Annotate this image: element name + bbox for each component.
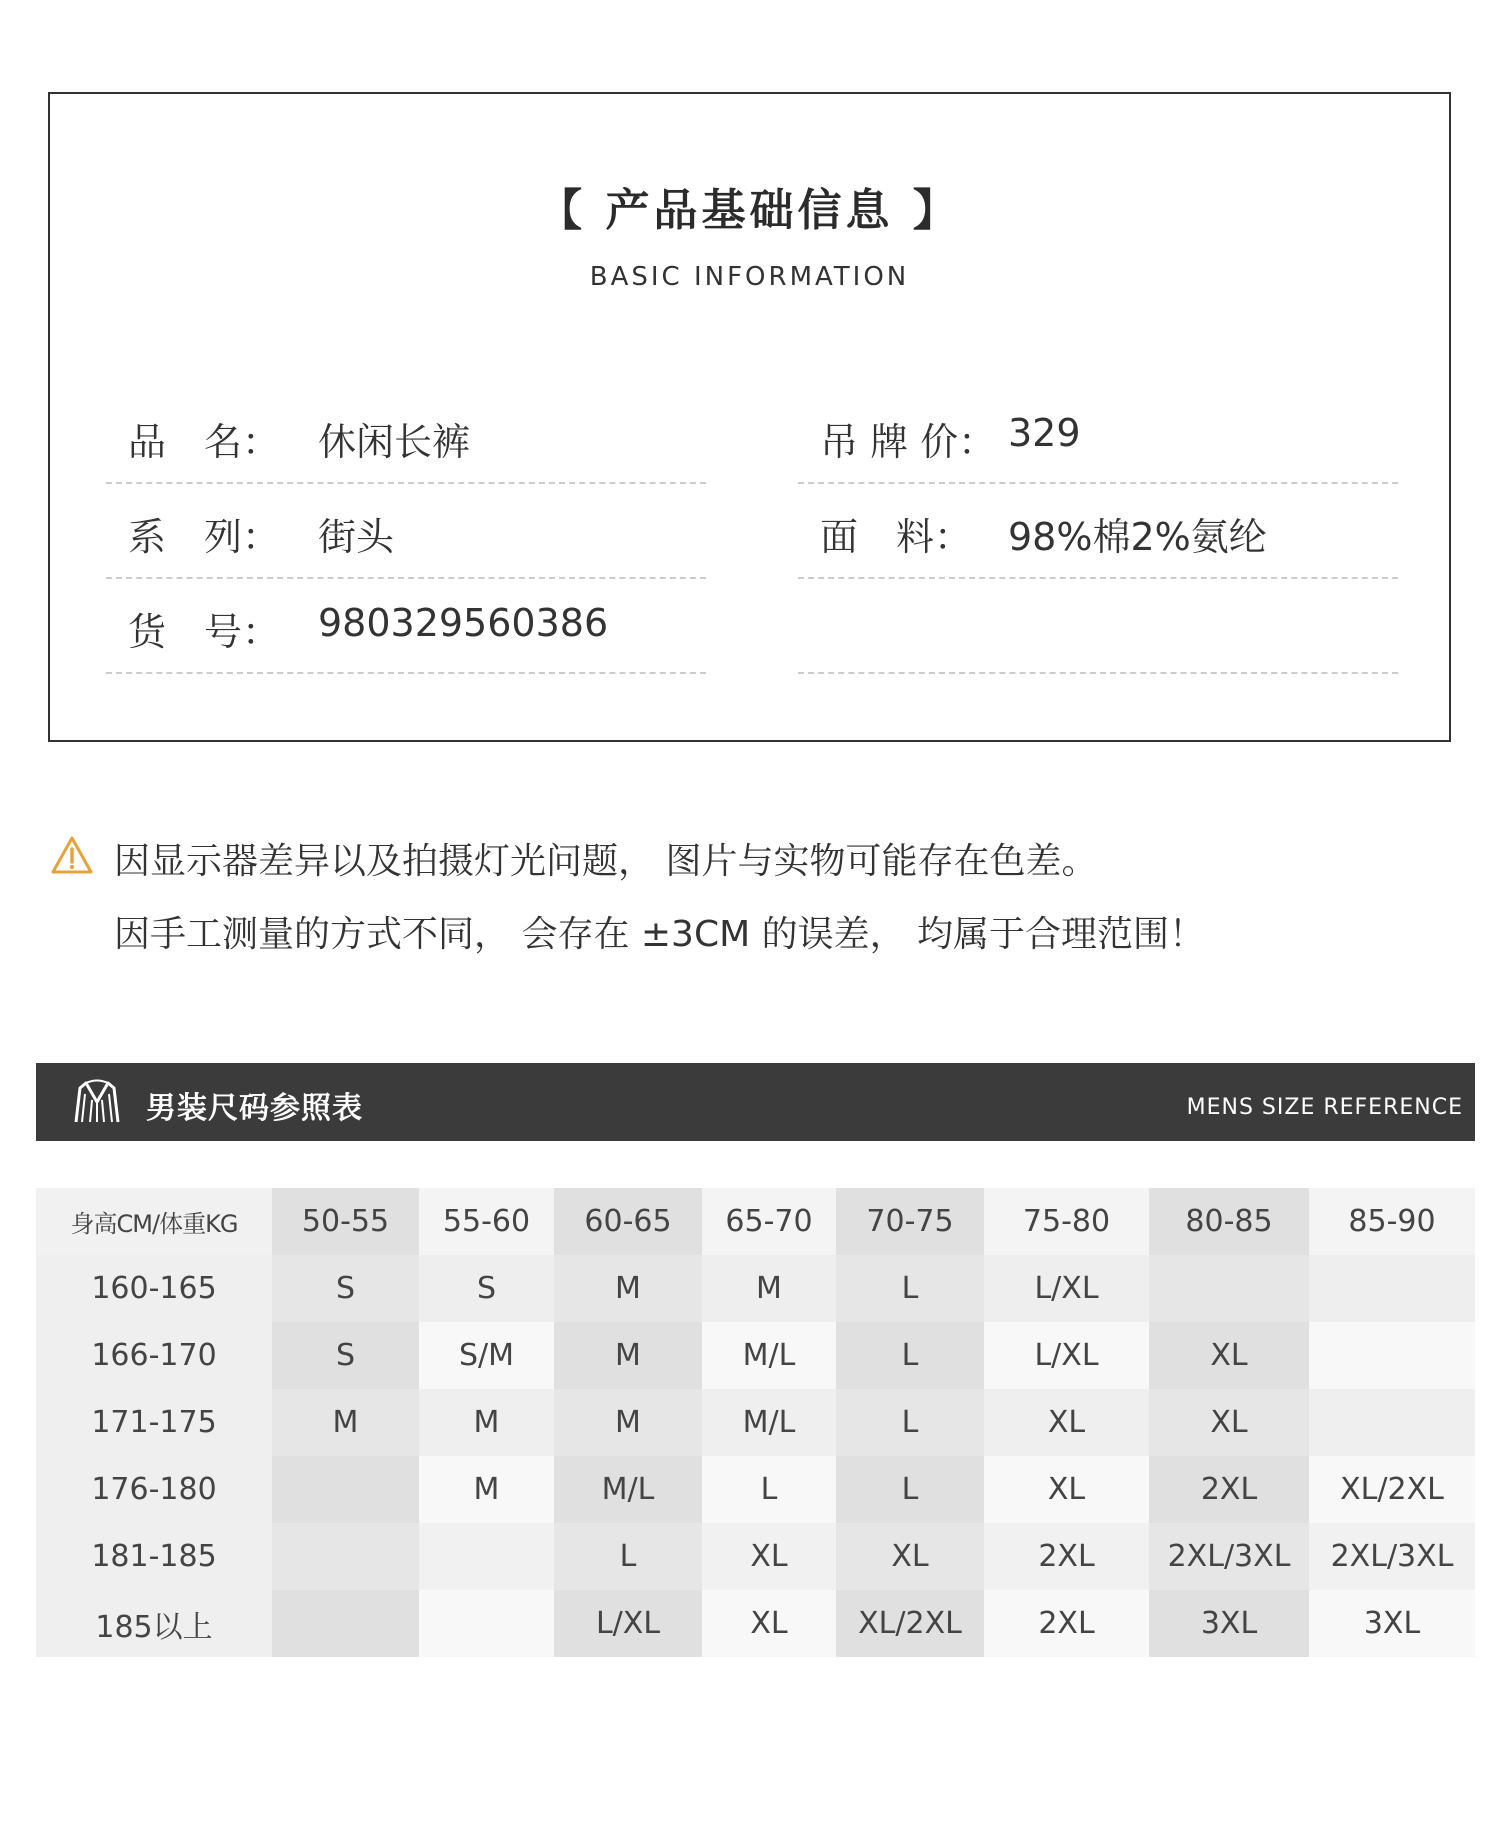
- size-cell: M: [419, 1456, 554, 1523]
- size-cell: M: [419, 1389, 554, 1456]
- size-header-row: [36, 1188, 1475, 1255]
- weight-column-header: 85-90: [1309, 1188, 1475, 1255]
- info-value-series: 街头: [318, 515, 395, 559]
- size-cell: 2XL: [984, 1523, 1149, 1590]
- size-cell: M: [702, 1255, 836, 1322]
- info-row-series: [106, 484, 706, 579]
- size-cell: XL: [984, 1456, 1149, 1523]
- size-cell: XL: [702, 1590, 836, 1657]
- size-row: [36, 1456, 1475, 1523]
- size-cell: 2XL/3XL: [1149, 1523, 1309, 1590]
- info-value-name: 休闲长裤: [318, 420, 471, 464]
- info-row-fabric: [798, 484, 1398, 579]
- size-chart-table: [36, 1188, 1475, 1657]
- size-cell: L/XL: [554, 1590, 702, 1657]
- size-cell: M/L: [702, 1322, 836, 1389]
- size-row: [36, 1322, 1475, 1389]
- weight-column-header: 50-55: [272, 1188, 419, 1255]
- info-row-item-number: [106, 579, 706, 674]
- height-row-label: 166-170: [36, 1322, 272, 1389]
- size-cell: M/L: [554, 1456, 702, 1523]
- size-cell: M/L: [702, 1389, 836, 1456]
- basic-info-box: [48, 92, 1451, 742]
- height-row-label: 160-165: [36, 1255, 272, 1322]
- size-cell: [419, 1590, 554, 1657]
- size-chart-header: [36, 1063, 1475, 1141]
- info-row-name: [106, 389, 706, 484]
- mens-logo-icon: [70, 1076, 124, 1128]
- size-cell: XL: [836, 1523, 984, 1590]
- size-cell: 2XL/3XL: [1309, 1523, 1475, 1590]
- size-chart-subtitle: MENS SIZE REFERENCE: [1186, 1095, 1463, 1120]
- size-cell: S: [272, 1255, 419, 1322]
- weight-column-header: 70-75: [836, 1188, 984, 1255]
- size-cell: 3XL: [1309, 1590, 1475, 1657]
- size-cell: S: [419, 1255, 554, 1322]
- size-row: [36, 1590, 1475, 1657]
- info-label-series: 系 列：: [128, 515, 281, 559]
- size-cell: S/M: [419, 1322, 554, 1389]
- size-cell: L: [836, 1389, 984, 1456]
- size-cell: S: [272, 1322, 419, 1389]
- info-row-empty: [798, 579, 1398, 674]
- size-chart-title: 男装尺码参照表: [146, 1091, 363, 1126]
- size-cell: 3XL: [1149, 1590, 1309, 1657]
- size-cell: L: [836, 1255, 984, 1322]
- notice-line-color: 因显示器差异以及拍摄灯光问题， 图片与实物可能存在色差。: [114, 841, 1098, 882]
- info-label-item-number: 货 号：: [128, 610, 281, 654]
- size-cell: L: [836, 1456, 984, 1523]
- size-cell: L/XL: [984, 1255, 1149, 1322]
- size-cell: 2XL: [1149, 1456, 1309, 1523]
- info-row-tag-price: [798, 389, 1398, 484]
- basic-info-title: 【 产品基础信息 】: [538, 185, 961, 236]
- size-cell: [272, 1590, 419, 1657]
- size-cell: L/XL: [984, 1322, 1149, 1389]
- size-cell: [1309, 1255, 1475, 1322]
- size-cell: XL/2XL: [1309, 1456, 1475, 1523]
- size-cell: M: [554, 1322, 702, 1389]
- size-row: [36, 1389, 1475, 1456]
- height-row-label: 176-180: [36, 1456, 272, 1523]
- weight-column-header: 75-80: [984, 1188, 1149, 1255]
- notice-line-measurement: 因手工测量的方式不同， 会存在 ±3CM 的误差， 均属于合理范围！: [114, 914, 1206, 955]
- size-cell: XL: [702, 1523, 836, 1590]
- size-row: [36, 1523, 1475, 1590]
- info-value-fabric: 98%棉2%氨纶: [1008, 515, 1267, 559]
- info-label-name: 品 名：: [128, 420, 281, 464]
- size-corner-label: 身高CM/体重KG: [36, 1188, 272, 1255]
- info-label-fabric: 面 料：: [820, 515, 973, 559]
- height-row-label: 181-185: [36, 1523, 272, 1590]
- size-cell: [419, 1523, 554, 1590]
- weight-column-header: 55-60: [419, 1188, 554, 1255]
- size-cell: XL: [984, 1389, 1149, 1456]
- info-value-tag-price: 329: [1008, 411, 1081, 455]
- size-cell: M: [554, 1255, 702, 1322]
- size-cell: L: [554, 1523, 702, 1590]
- basic-info-subtitle: BASIC INFORMATION: [589, 262, 910, 292]
- weight-column-header: 65-70: [702, 1188, 836, 1255]
- height-row-label: 185以上: [36, 1590, 272, 1657]
- size-cell: 2XL: [984, 1590, 1149, 1657]
- size-cell: [272, 1523, 419, 1590]
- info-label-tag-price: 吊 牌 价：: [820, 420, 997, 464]
- size-cell: M: [554, 1389, 702, 1456]
- size-cell: L: [836, 1322, 984, 1389]
- size-row: [36, 1255, 1475, 1322]
- size-cell: M: [272, 1389, 419, 1456]
- size-cell: [1309, 1322, 1475, 1389]
- size-cell: [1309, 1389, 1475, 1456]
- size-cell: L: [702, 1456, 836, 1523]
- size-cell: XL: [1149, 1322, 1309, 1389]
- height-row-label: 171-175: [36, 1389, 272, 1456]
- weight-column-header: 60-65: [554, 1188, 702, 1255]
- info-value-item-number: 980329560386: [318, 601, 609, 645]
- size-cell: XL: [1149, 1389, 1309, 1456]
- warning-icon: [50, 835, 94, 875]
- size-cell: XL/2XL: [836, 1590, 984, 1657]
- size-cell: [1149, 1255, 1309, 1322]
- weight-column-header: 80-85: [1149, 1188, 1309, 1255]
- size-cell: [272, 1456, 419, 1523]
